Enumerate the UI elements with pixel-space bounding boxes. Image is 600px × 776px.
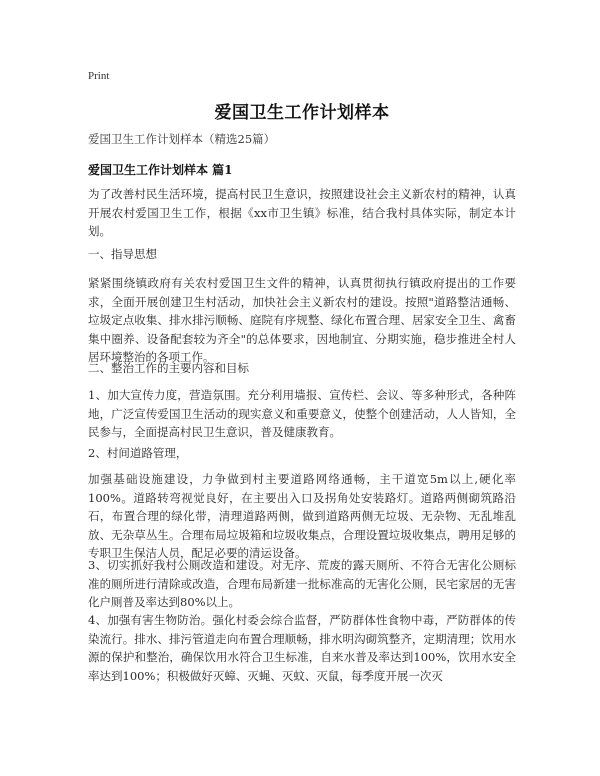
item-road-management-heading: 2、村间道路管理， [88,446,188,460]
article-heading: 爱国卫生工作计划样本 篇1 [88,163,233,177]
intro-paragraph: 为了改善村民生活环境，提高村民卫生意识，按照建设社会主义新农村的精神，认真开展农村爱国卫生工作，根据《xx市卫生镇》标准，结合我村具体实际，制定本计划。 [88,187,516,238]
page-title: 爱国卫生工作计划样本 [214,103,390,123]
section-heading-guiding-ideology: 一、指导思想 [88,247,157,261]
section-heading-main-content: 二、整治工作的主要内容和目标 [88,361,249,375]
item-toilet-paragraph: 3、切实抓好我村公厕改造和建设。对无序、荒废的露天厕所、不符合无害化公厕标准的厕所进行清除或改造，合理布局新建一批标准高的无害化公厕，民宅家居的无害化户厕普及率达到80%以上。 [88,558,516,609]
item-publicity-paragraph: 1、加大宣传力度，营造氛围。充分利用墙报、宣传栏、会议、等多种形式，各种阵地，广泛宣传爱国卫生活动的现实意义和重要意义，使整个创建活动，人人皆知，全民参与，全面提高村民卫生意识，普及健康教育。 [88,388,516,439]
guiding-ideology-paragraph: 紧紧围绕镇政府有关农村爱国卫生文件的精神，认真贯彻执行镇政府提出的工作要求，全面开展创建卫生村活动，加快社会主义新农村的建设。按照"道路整洁通畅、垃圾定点收集、排水排污顺畅、庭院有序规整、绿化布置合理、居家安全卫生、禽畜集中圈养、设备配套较为齐全"的总体要求，因地制宜、分期实施，稳步推进全村人居环境整治的各项工作。 [88,276,516,364]
document-subtitle: 爱国卫生工作计划样本（精选25篇） [88,132,276,146]
item-pest-control-paragraph: 4、加强有害生物防治。强化村委会综合监督，严防群体性食物中毒，严防群体的传染流行。排水、排污管道走向布置合理顺畅，排水明沟砌筑整齐，定期清理；饮用水源的保护和整治，确保饮用水符合卫生标准，自来水普及率达到100%，饮用水安全率达到100%；积极做好灭蟑、灭蝇、灭蚊、灭鼠，每季度开展一次灭 [88,613,516,683]
print-link[interactable]: Print [88,70,110,82]
item-road-management-paragraph: 加强基础设施建设，力争做到村主要道路网络通畅，主干道宽5m以上,硬化率100%。道路转弯视觉良好，在主要出入口及拐角处安装路灯。道路两侧砌筑路沿石，布置合理的绿化带，清理道路两侧，做到道路两侧无垃圾、无杂物、无乱堆乱放、无杂草丛生。合理布局垃圾箱和垃圾收集点，合理设置垃圾收集点，聘用足够的专职卫生保洁人员，配足必要的清运设备。 [88,472,516,560]
